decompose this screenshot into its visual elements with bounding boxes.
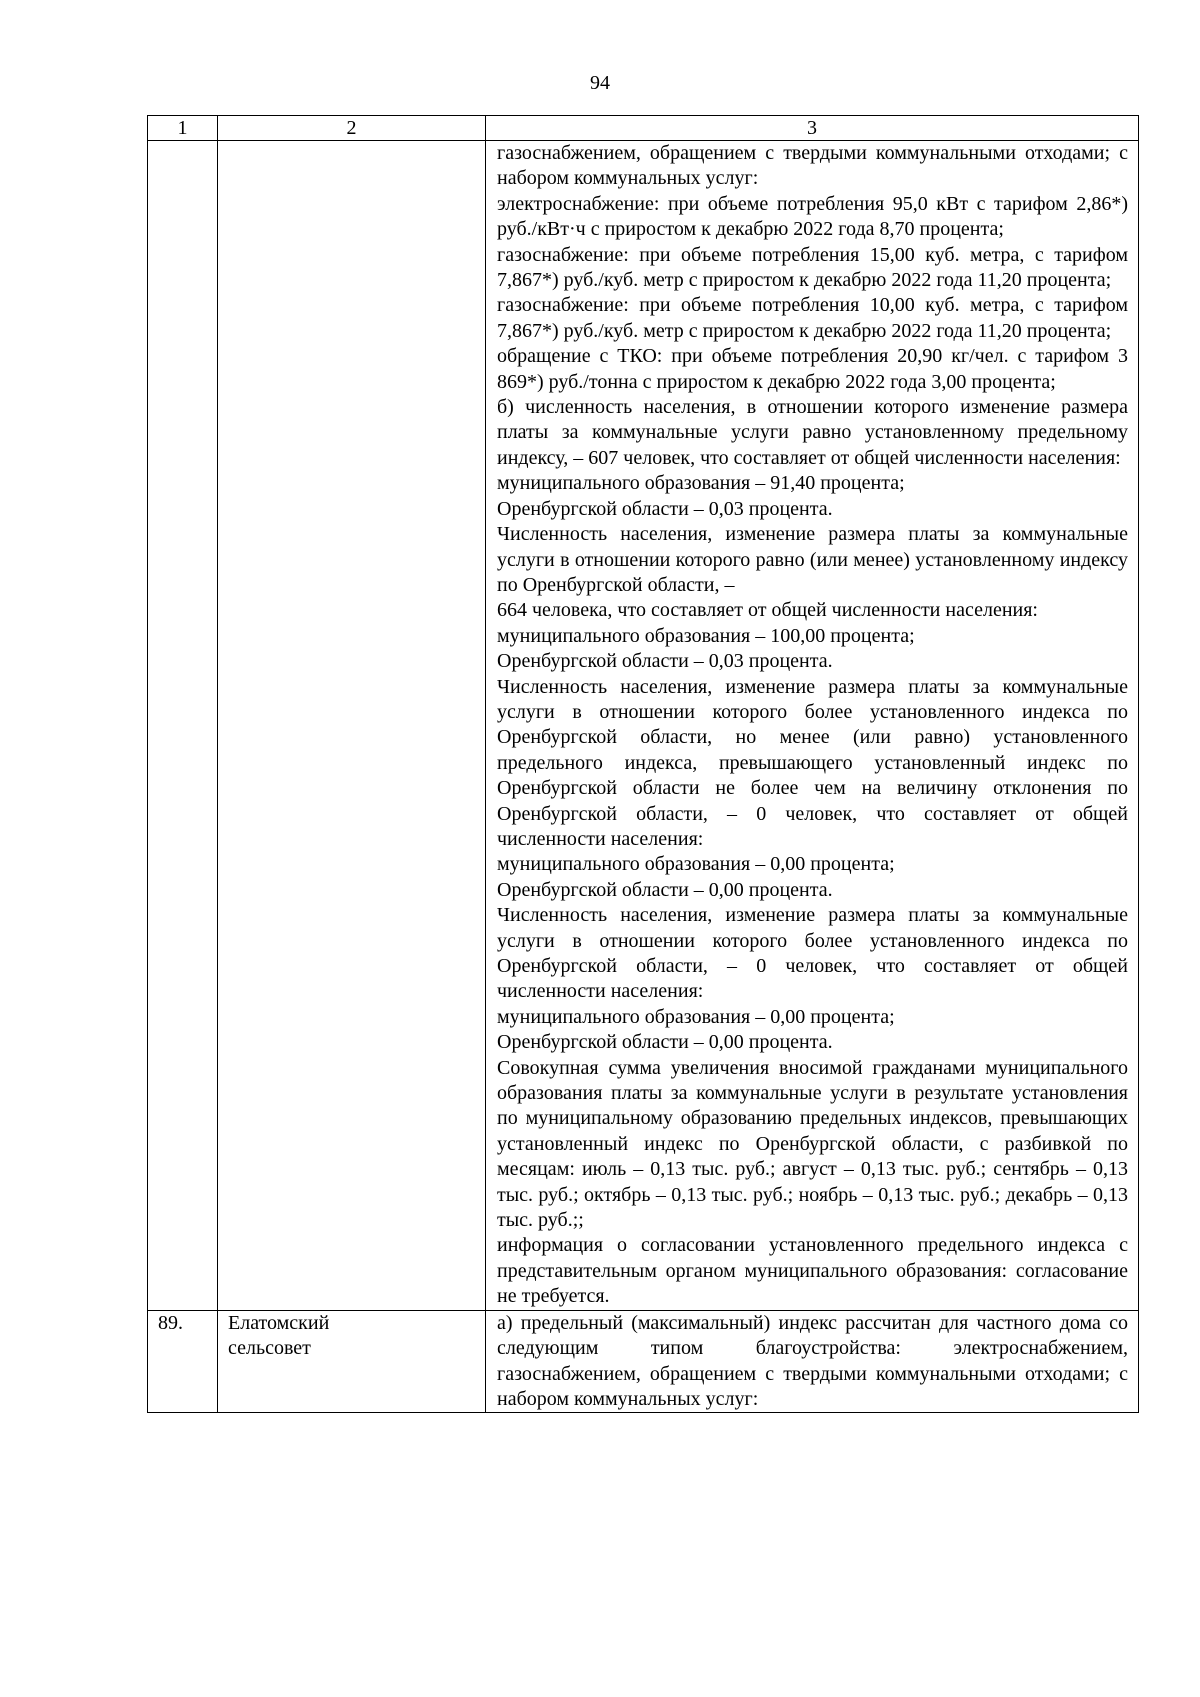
paragraph: а) предельный (максимальный) индекс рассчитан для частного дома со следующим типом благоустройства: электроснабжением, газоснабжением, обращением с твердыми коммунальными отходами; с набором коммунальных услуг: — [497, 1311, 1128, 1410]
paragraph: газоснабжением, обращением с твердыми коммунальными отходами; с набором коммунальных услуг: — [497, 142, 1128, 190]
paragraph: газоснабжение: при объеме потребления 10,00 куб. метра, с тарифом 7,867*) руб./куб. метр с приростом к декабрю 2022 года 11,20 процента; — [497, 294, 1128, 342]
paragraph: б) численность населения, в отношении которого изменение размера платы за коммунальные услуги равно установленному предельному индексу, – 607 человек, что составляет от общей численности населения: — [497, 396, 1128, 469]
paragraph: Численность населения, изменение размера платы за коммунальные услуги в отношении которого более установленного индекса по Оренбургской области, – 0 человек, что составляет от общей численности населения: — [497, 904, 1128, 1003]
paragraph: 664 человека, что составляет от общей численности населения: — [497, 599, 1038, 622]
row-text-cell — [486, 141, 1139, 1311]
paragraph: муниципального образования – 0,00 процента; — [497, 1005, 895, 1028]
table-row-89 — [148, 1310, 1139, 1413]
table-header-row — [148, 116, 1139, 141]
paragraph: газоснабжение: при объеме потребления 15,00 куб. метра, с тарифом 7,867*) руб./куб. метр с приростом к декабрю 2022 года 11,20 процента; — [497, 243, 1128, 292]
paragraph: муниципального образования – 0,00 процента; — [497, 853, 895, 876]
row-number-cell: 89. — [148, 1310, 218, 1413]
paragraph: Оренбургской области – 0,00 процента. — [497, 1031, 833, 1054]
header-col-2: 2 — [218, 116, 486, 141]
municipality-name-line: Елатомский — [228, 1311, 330, 1334]
paragraph: Численность населения, изменение размера платы за коммунальные услуги в отношении которого более установленного индекса по Оренбургской области, но менее (или равно) установленного предельного индекса, превышающего установленный индекс по Оренбургской области не более чем на величину отклонения по Оренбургской области, – 0 человек, что составляет от общей численности населения: — [497, 675, 1128, 850]
paragraph: муниципального образования – 100,00 процента; — [497, 624, 915, 647]
row-number-cell — [148, 141, 218, 1311]
row-text-cell — [486, 1310, 1139, 1413]
header-col-1: 1 — [148, 116, 218, 141]
paragraph: обращение с ТКО: при объеме потребления 20,90 кг/чел. с тарифом 3 869*) руб./тонна с приростом к декабрю 2022 года 3,00 процента; — [497, 345, 1128, 393]
paragraph: Оренбургской области – 0,03 процента. — [497, 497, 833, 520]
municipality-type-line: сельсовет — [228, 1337, 311, 1360]
paragraph: муниципального образования – 91,40 процента; — [497, 472, 905, 495]
header-col-3: 3 — [486, 116, 1139, 141]
row-name-cell — [218, 141, 486, 1311]
paragraph: Численность населения, изменение размера платы за коммунальные услуги в отношении которого равно (или менее) установленному индексу по Оренбургской области, – — [497, 523, 1128, 596]
table-row-continuation — [148, 141, 1139, 1311]
paragraph: Оренбургской области – 0,03 процента. — [497, 650, 833, 673]
row-name-cell — [218, 1310, 486, 1413]
paragraph: Совокупная сумма увеличения вносимой гражданами муниципального образования платы за коммунальные услуги в результате установления по муниципальному образованию предельных индексов, превышающих установленный индекс по Оренбургской области, с разбивкой по месяцам: июль – 0,13 тыс. руб.; август – 0,13 тыс. руб.; сентябрь – 0,13 тыс. руб.; октябрь – 0,13 тыс. руб.; ноябрь – 0,13 тыс. руб.; декабрь – 0,13 тыс. руб.;; — [497, 1056, 1128, 1232]
paragraph: информация о согласовании установленного предельного индекса с представительным органом муниципального образования: согласование не требуется. — [497, 1234, 1128, 1308]
paragraph: электроснабжение: при объеме потребления 95,0 кВт с тарифом 2,86*) руб./кВт·ч с приростом к декабрю 2022 года 8,70 процента; — [497, 192, 1128, 241]
paragraph: Оренбургской области – 0,00 процента. — [497, 878, 833, 901]
page-number: 94 — [590, 72, 610, 94]
document-table — [147, 115, 1139, 1413]
